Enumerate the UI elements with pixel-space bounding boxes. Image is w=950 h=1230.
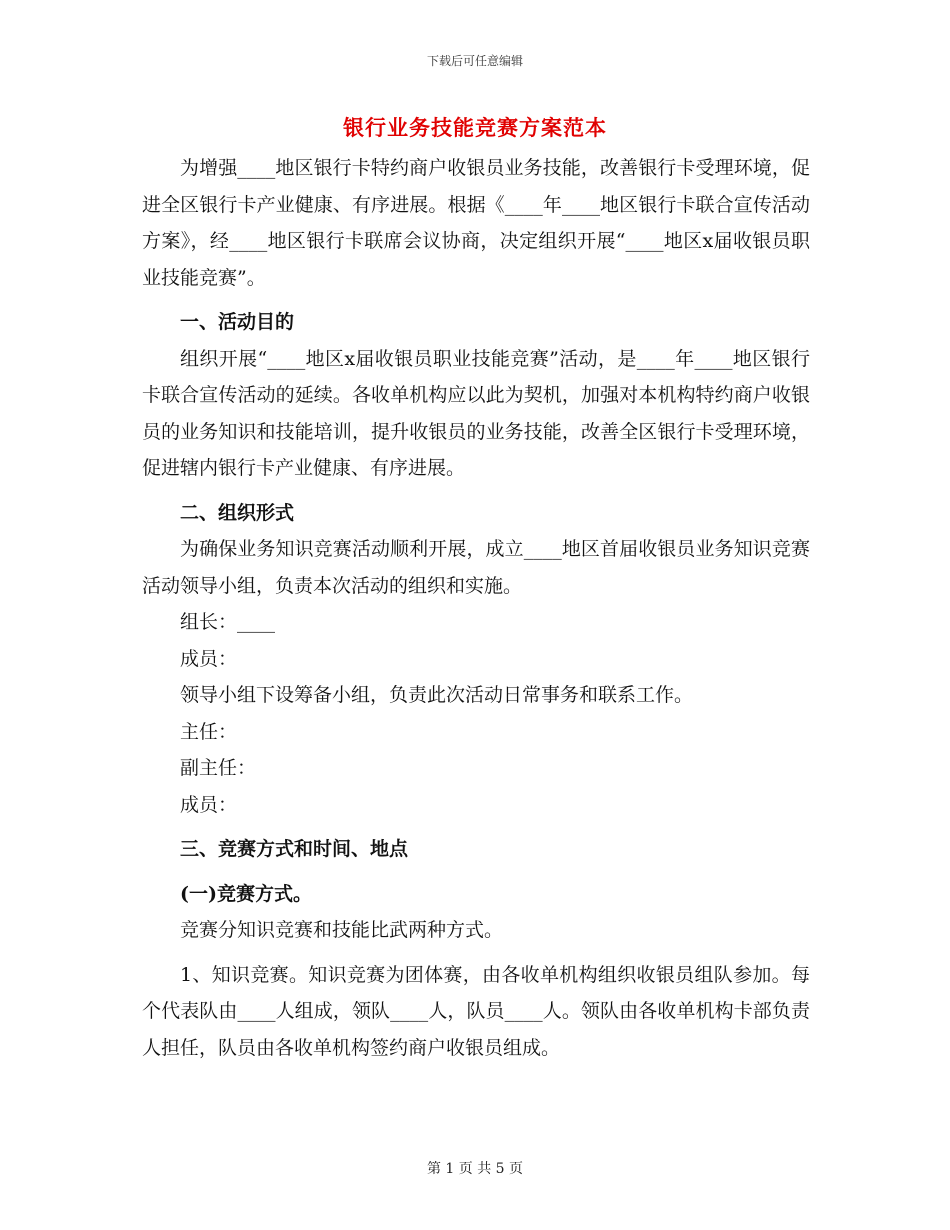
leader-line: 组长：____ xyxy=(180,611,276,633)
page-header: 下载后可任意编辑 xyxy=(426,54,523,68)
section-body-organization: 为确保业务知识竞赛活动顺利开展，成立____地区首届收银员业务知识竞赛活动领导小组，负责本次活动的组织和实施。 xyxy=(142,538,810,597)
page-number: 第 1 页 共 5 页 xyxy=(426,1161,524,1177)
document-title: 银行业务技能竞赛方案范本 xyxy=(343,115,607,140)
subsection-body-method: 竞赛分知识竞赛和技能比武两种方式。 xyxy=(180,919,504,941)
intro-paragraph: 为增强____地区银行卡特约商户收银员业务技能，改善银行卡受理环境，促进全区银行卡产业健康、有序进展。根据《____年____地区银行卡联合宣传活动方案》，经____地区银行卡联席会议协商，决定组织开展“____地区x届收银员职业技能竞赛”。 xyxy=(142,157,810,289)
subgroup-paragraph: 领导小组下设筹备小组，负责此次活动日常事务和联系工作。 xyxy=(180,684,694,706)
members-line: 成员： xyxy=(180,647,238,670)
section-heading-organization: 二、组织形式 xyxy=(180,501,295,524)
deputy-director-line: 副主任： xyxy=(180,757,257,779)
subgroup-members-line: 成员： xyxy=(180,793,238,816)
section-body-purpose: 组织开展“____地区x届收银员职业技能竞赛”活动，是____年____地区银行卡联合宣传活动的延续。各收单机构应以此为契机，加强对本机构特约商户收银员的业务知识和技能培训，提升收银员的业务技能，改善全区银行卡受理环境，促进辖内银行卡产业健康、有序进展。 xyxy=(142,347,810,479)
subsection-heading-method: (一)竞赛方式。 xyxy=(180,882,312,905)
director-line: 主任： xyxy=(180,720,238,743)
section-heading-method: 三、竞赛方式和时间、地点 xyxy=(180,838,409,860)
document-body xyxy=(142,150,810,1066)
knowledge-contest-paragraph: 1、知识竞赛。知识竞赛为团体赛，由各收单机构组织收银员组队参加。每个代表队由____人组成，领队____人，队员____人。领队由各收单机构卡部负责人担任，队员由各收单机构签约商户收银员组成。 xyxy=(142,963,810,1059)
section-heading-purpose: 一、活动目的 xyxy=(180,311,295,333)
